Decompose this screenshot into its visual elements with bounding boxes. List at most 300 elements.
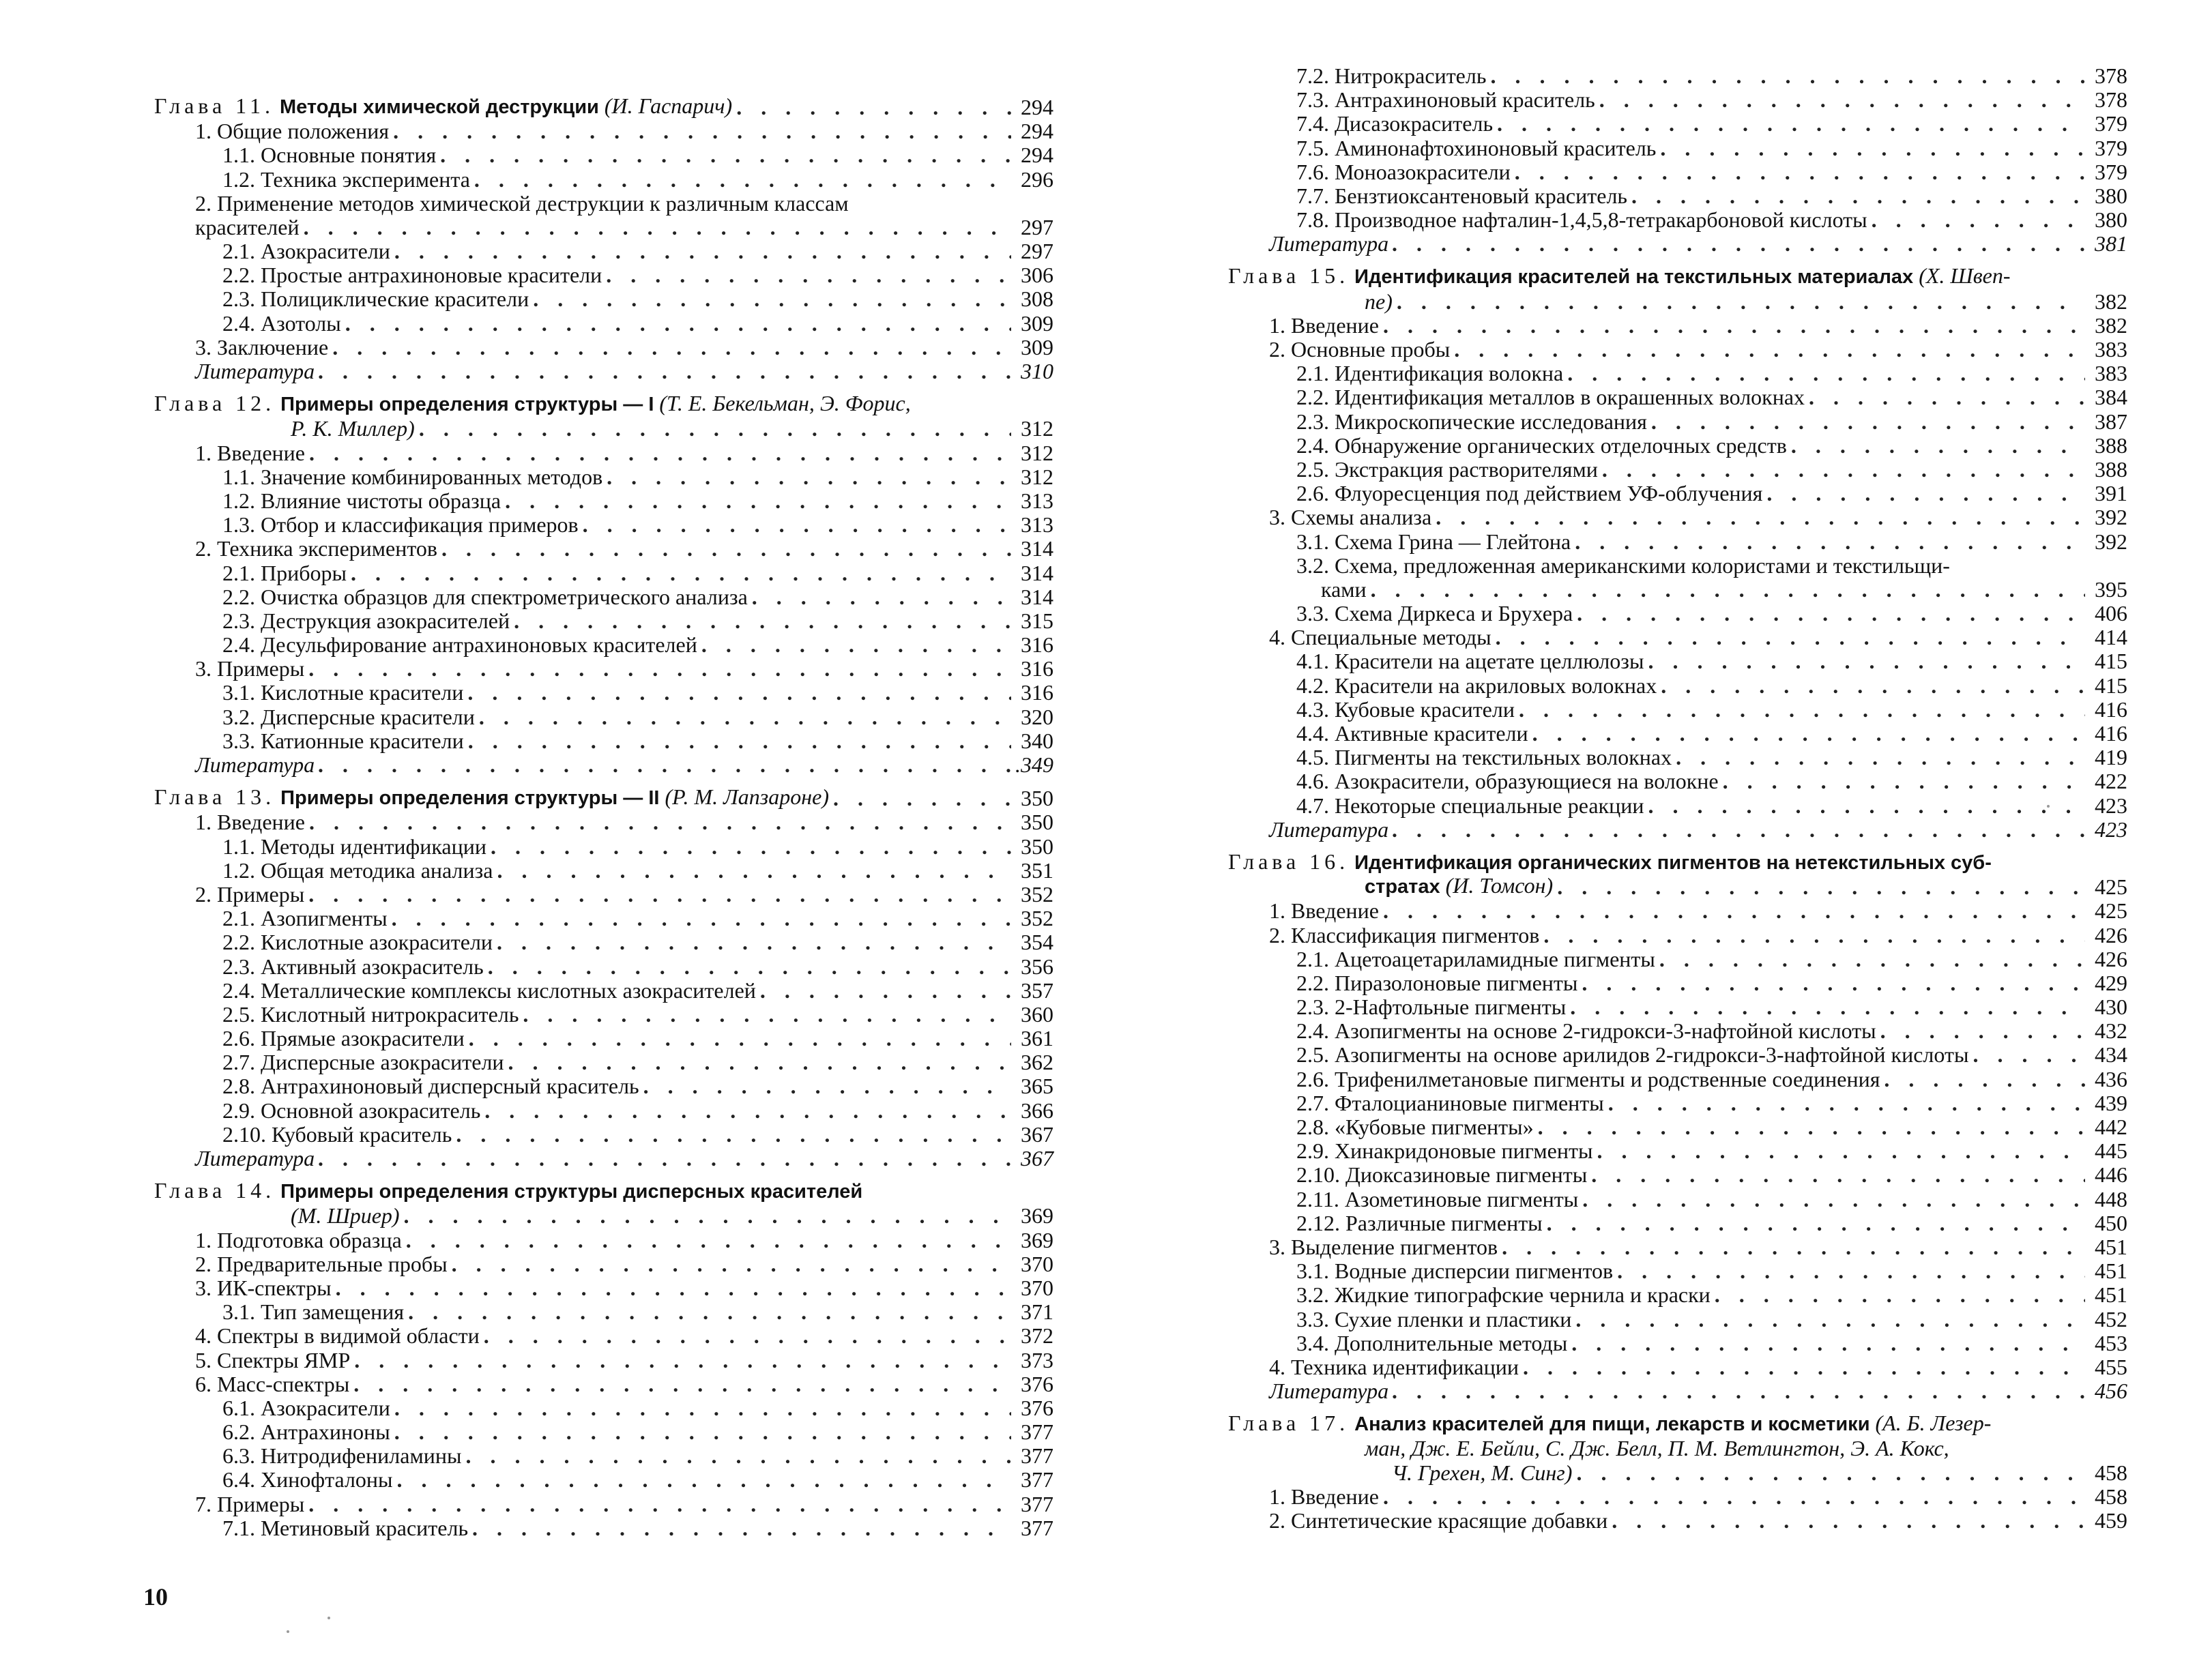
- toc-entry-title: 6.1. Азокрасители: [222, 1395, 390, 1420]
- dot-leader: [606, 263, 1011, 287]
- toc-entry: [154, 585, 1053, 609]
- toc-entry-title: 4.3. Кубовые красители: [1296, 696, 1515, 722]
- toc-entry-page: 395: [2095, 576, 2127, 602]
- toc-entry-page: 350: [1021, 810, 1053, 835]
- toc-entry-title: 7.8. Производное нафталин-1,4,5,8-тетракарбоновой кислоты: [1296, 207, 1867, 233]
- toc-entry-page: 297: [1021, 239, 1053, 264]
- chapter-title: Методы химической деструкции: [279, 95, 599, 118]
- toc-entry-page: 419: [2095, 745, 2127, 770]
- toc-entry: [154, 729, 1053, 753]
- toc-entry-title: 6.3. Нитродифениламины: [222, 1443, 462, 1469]
- chapter-title: Идентификация красителей на текстильных материалах: [1354, 266, 1914, 289]
- chapter-heading: [154, 786, 1053, 1171]
- chapter-heading-continuation: [1228, 1437, 2127, 1461]
- toc-entry: [154, 1324, 1053, 1348]
- chapter-title: Анализ красителей для пищи, лекарств и косметики: [1354, 1413, 1870, 1436]
- toc-entry: [154, 119, 1053, 143]
- toc-entry-page: 436: [2095, 1066, 2127, 1091]
- toc-entry-page: 377: [1021, 1491, 1053, 1516]
- toc-entry-title: 2.3. 2-Нафтольные пигменты: [1296, 995, 1567, 1020]
- toc-entry: [1228, 410, 2127, 434]
- dot-leader: [1766, 482, 2085, 505]
- toc-entry-page: 312: [1021, 464, 1053, 489]
- toc-entry-title: 1. Введение: [1269, 1484, 1379, 1509]
- chapter-heading-text: [154, 1179, 862, 1204]
- toc-entry: [154, 955, 1053, 979]
- toc-entry: [154, 883, 1053, 907]
- toc-entry-page: 430: [2095, 995, 2127, 1020]
- toc-entry: [1228, 947, 2127, 971]
- toc-entry-title: 1.2. Техника эксперимента: [222, 166, 470, 192]
- toc-entry-page: 456: [2095, 1379, 2127, 1404]
- toc-entry-title: 3.3. Схема Диркеса и Брухера: [1296, 601, 1573, 626]
- dot-leader: [1575, 530, 2085, 554]
- dot-leader: [1880, 1019, 2085, 1043]
- dot-leader: [1648, 649, 2085, 673]
- chapter-heading-cont: [291, 417, 415, 441]
- dot-leader: [1557, 875, 2085, 899]
- toc-entry-title: 2.12. Различные пигменты: [1296, 1210, 1543, 1235]
- dot-leader: [1872, 208, 2085, 232]
- chapter-author: ман, Дж. Е. Бейли, С. Дж. Белл, П. М. Ветлингтон, Э. А. Кокс,: [1365, 1436, 1949, 1461]
- dot-leader: [484, 1099, 1011, 1123]
- dot-leader: [456, 1123, 1011, 1147]
- chapter-heading-text: [154, 94, 732, 119]
- toc-entry-page: 378: [2095, 87, 2127, 113]
- dot-leader: [484, 1324, 1011, 1348]
- chapter-heading-line: [154, 1180, 1053, 1204]
- dot-leader: [1612, 1509, 2085, 1533]
- toc-entry: [154, 336, 1053, 359]
- dot-leader: [319, 359, 1011, 383]
- toc-entry: [154, 513, 1053, 537]
- toc-entry-page: 453: [2095, 1330, 2127, 1355]
- toc-entry-page: 458: [2095, 1484, 2127, 1509]
- toc-entry: [154, 1003, 1053, 1027]
- toc-literature-entry: [1228, 1379, 2127, 1403]
- toc-entry: [154, 1300, 1053, 1324]
- toc-entry: [154, 143, 1053, 167]
- toc-entry: [154, 1075, 1053, 1099]
- toc-entry: [154, 312, 1053, 336]
- toc-entry-page: 388: [2095, 432, 2127, 458]
- toc-entry-page: 387: [2095, 409, 2127, 434]
- toc-entry: [154, 705, 1053, 729]
- toc-entry-page: 316: [1021, 680, 1053, 705]
- toc-entry-title: 3.2. Схема, предложенная американскими колористами и текстильщи-: [1296, 553, 1950, 578]
- toc-entry-page: 294: [1021, 143, 1053, 168]
- toc-entry-page: 379: [2095, 135, 2127, 160]
- dot-leader: [308, 883, 1011, 907]
- toc-entry-title: 3.3. Катионные красители: [222, 728, 464, 753]
- toc-entry: [1228, 722, 2127, 746]
- toc-entry: [1228, 602, 2127, 626]
- toc-entry: [1228, 1308, 2127, 1331]
- toc-entry: [1228, 136, 2127, 160]
- toc-entry-page: 426: [2095, 922, 2127, 947]
- chapter-heading: [1228, 263, 2127, 842]
- chapter-heading-cont: [291, 1204, 400, 1228]
- toc-entry-page: 383: [2095, 337, 2127, 362]
- dot-leader: [583, 513, 1011, 537]
- toc-entry-title: 1. Введение: [195, 440, 305, 465]
- chapter-page: 350: [1021, 786, 1053, 811]
- toc-entry-title: 3.1. Схема Грина — Глейтона: [1296, 529, 1571, 554]
- dot-leader: [406, 1228, 1011, 1252]
- dot-leader: [353, 1372, 1011, 1396]
- toc-entry-title: 2. Классификация пигментов: [1269, 922, 1540, 947]
- toc-entry: [154, 192, 1053, 216]
- toc-entry-page: 392: [2095, 529, 2127, 554]
- toc-entry-page: 367: [1021, 1121, 1053, 1147]
- toc-right-column: [1228, 64, 2127, 1533]
- toc-entry-page: 384: [2095, 385, 2127, 410]
- toc-entry-page: 377: [1021, 1515, 1053, 1540]
- toc-entry-title: 2.7. Дисперсные азокрасители: [222, 1050, 504, 1075]
- dot-leader: [1383, 314, 2085, 338]
- toc-entry: [154, 930, 1053, 954]
- dot-leader: [1676, 746, 2085, 769]
- dot-leader: [1371, 578, 2085, 602]
- dot-leader: [833, 786, 1011, 810]
- toc-entry: [1228, 1068, 2127, 1091]
- toc-entry-title: 4.7. Некоторые специальные реакции: [1296, 793, 1644, 818]
- toc-entry-page: .349: [1015, 752, 1053, 778]
- dot-leader: [760, 979, 1011, 1003]
- toc-entry-page: 391: [2095, 481, 2127, 506]
- dot-leader: [308, 657, 1011, 681]
- dot-leader: [1496, 626, 2085, 649]
- toc-entry-page: 367: [1021, 1146, 1053, 1171]
- toc-entry-page: 414: [2095, 625, 2127, 650]
- toc-entry-page: 422: [2095, 769, 2127, 794]
- toc-entry-page: 434: [2095, 1042, 2127, 1068]
- toc-entry: [1228, 434, 2127, 458]
- dot-leader: [1575, 1308, 2085, 1331]
- toc-entry-title: 2.4. Металлические комплексы кислотных азокрасителей: [222, 977, 756, 1003]
- toc-entry: [1228, 112, 2127, 136]
- toc-entry-title: 7.2. Нитрокраситель: [1296, 63, 1487, 88]
- toc-entry-title: 3.1. Кислотные красители: [222, 680, 464, 705]
- chapter-author: (И. Гаспарич): [604, 93, 733, 118]
- dot-leader: [1809, 385, 2085, 409]
- toc-entry: [1228, 160, 2127, 184]
- toc-entry-title: 2.5. Азопигменты на основе арилидов 2-гидрокси-3-нафтойной кислоты: [1296, 1042, 1969, 1068]
- toc-entry-page: 451: [2095, 1234, 2127, 1259]
- dot-leader: [304, 216, 1011, 239]
- dot-leader: [491, 835, 1011, 859]
- toc-entry-title: 2.1. Азопигменты: [222, 906, 388, 931]
- toc-entry-page: 312: [1021, 440, 1053, 465]
- dot-leader: [505, 489, 1011, 513]
- toc-entry-title: 5. Спектры ЯМР: [195, 1347, 351, 1372]
- toc-entry: [154, 1420, 1053, 1444]
- toc-entry-page: 309: [1021, 310, 1053, 336]
- toc-entry: [1228, 674, 2127, 698]
- toc-entry-title: 1.1. Методы идентификации: [222, 834, 486, 859]
- dot-leader: [1582, 971, 2085, 995]
- dot-leader: [1393, 1379, 2085, 1403]
- toc-entry-title: 3.2. Дисперсные красители: [222, 704, 475, 729]
- toc-entry-page: 352: [1021, 881, 1053, 907]
- dot-leader: [701, 633, 1011, 657]
- chapter-title: стратах: [1365, 876, 1440, 898]
- toc-entry-title: 4.4. Активные красители: [1296, 721, 1528, 746]
- toc-entry: [1228, 505, 2127, 529]
- chapter-heading-line: [1228, 851, 2127, 875]
- toc-entry-title: 3. Заключение: [195, 334, 329, 359]
- toc-entry-title: 2.4. Десульфирование антрахиноновых красителей: [222, 632, 697, 658]
- toc-entry-title: 7.1. Метиновый краситель: [222, 1515, 469, 1540]
- toc-entry-page: 383: [2095, 361, 2127, 386]
- toc-entry-title: 2.9. Основной азокраситель: [222, 1098, 481, 1123]
- dot-leader: [354, 1349, 1011, 1372]
- dot-leader: [1648, 794, 2085, 818]
- toc-entry: [1228, 554, 2127, 578]
- chapter-heading-continuation: [1228, 290, 2127, 314]
- dot-leader: [1532, 722, 2085, 746]
- toc-entry-title: 2.4. Обнаружение органических отделочных средств: [1296, 432, 1787, 458]
- toc-entry: [154, 1372, 1053, 1396]
- dot-leader: [309, 441, 1011, 465]
- dot-leader: [1393, 232, 2085, 256]
- toc-entry: [1228, 1163, 2127, 1187]
- toc-entry-page: 351: [1021, 857, 1053, 883]
- toc-entry: [1228, 769, 2127, 793]
- toc-entry: [154, 1027, 1053, 1050]
- toc-entry-page: 450: [2095, 1210, 2127, 1235]
- chapter-heading-continuation: [1228, 875, 2127, 899]
- toc-entry-page: 392: [2095, 505, 2127, 530]
- dot-leader: [1490, 64, 2085, 88]
- toc-entry: [154, 681, 1053, 705]
- chapter-author: Ч. Грехен, М. Синг): [1392, 1460, 1573, 1485]
- dot-leader: [1397, 290, 2085, 314]
- toc-entry-page: 423: [2095, 816, 2127, 842]
- toc-entry-page: 361: [1021, 1026, 1053, 1051]
- toc-entry: [154, 1123, 1053, 1147]
- toc-entry-title: 1. Подготовка образца: [195, 1227, 402, 1252]
- toc-entry: [154, 859, 1053, 883]
- toc-entry: [154, 263, 1053, 287]
- toc-entry-page: 416: [2095, 696, 2127, 722]
- toc-entry: [154, 1228, 1053, 1252]
- dot-leader: [1651, 410, 2085, 434]
- toc-entry: [154, 465, 1053, 489]
- toc-entry: [154, 907, 1053, 930]
- toc-entry-page: 451: [2095, 1282, 2127, 1308]
- chapter-page: 382: [2095, 289, 2127, 314]
- toc-entry-title: 7. Примеры: [195, 1491, 305, 1516]
- dot-leader: [1659, 947, 2085, 971]
- toc-entry: [1228, 338, 2127, 362]
- dot-leader: [440, 143, 1011, 167]
- toc-entry: [1228, 385, 2127, 409]
- toc-entry-page: 369: [1021, 1227, 1053, 1252]
- dot-leader: [1591, 1163, 2085, 1187]
- toc-entry-page: 370: [1021, 1251, 1053, 1276]
- toc-entry-page: 316: [1021, 632, 1053, 658]
- chapter-author: (Т. Е. Бекельман, Э. Форис,: [659, 391, 911, 416]
- toc-entry-title: 2.1. Идентификация волокна: [1296, 361, 1564, 386]
- toc-entry-page: 373: [1021, 1347, 1053, 1372]
- toc-entry: [154, 810, 1053, 834]
- dot-leader: [1723, 769, 2085, 793]
- toc-entry-page: 362: [1021, 1050, 1053, 1075]
- toc-entry: [1228, 995, 2127, 1019]
- toc-entry-title: 1. Общие положения: [195, 119, 390, 144]
- toc-entry-title: 3.1. Тип замещения: [222, 1299, 405, 1325]
- dot-leader: [1436, 505, 2085, 529]
- toc-entry-title: 2.10. Кубовый краситель: [222, 1121, 452, 1147]
- toc-entry-page: 371: [1021, 1299, 1053, 1325]
- toc-entry-title: 1.1. Значение комбинированных методов: [222, 464, 603, 489]
- toc-literature-entry: [1228, 818, 2127, 842]
- toc-entry-page: 388: [2095, 456, 2127, 482]
- chapter-heading-continuation: [154, 417, 1053, 441]
- toc-entry: [154, 561, 1053, 585]
- toc-entry: [1228, 1235, 2127, 1259]
- toc-left-column: [154, 86, 1053, 1540]
- chapter-heading-continuation: [154, 1204, 1053, 1228]
- toc-entry: [154, 1050, 1053, 1074]
- toc-entry-title: 4. Специальные методы: [1269, 625, 1491, 650]
- dot-leader: [1543, 924, 2085, 947]
- toc-entry-page: 315: [1021, 608, 1053, 633]
- toc-entry-page: 377: [1021, 1443, 1053, 1469]
- toc-entry-title: 3. Выделение пигментов: [1269, 1234, 1498, 1259]
- chapter-label: Глава 14.: [154, 1178, 276, 1203]
- toc-entry-page: 381: [2095, 231, 2127, 256]
- toc-entry: [154, 216, 1053, 239]
- toc-entry-title: 3. Примеры: [195, 656, 305, 681]
- toc-entry: [1228, 698, 2127, 722]
- toc-entry: [154, 1492, 1053, 1516]
- toc-entry-title: Литература: [1269, 1379, 1389, 1404]
- dot-leader: [488, 955, 1011, 979]
- toc-entry-page: 308: [1021, 286, 1053, 312]
- toc-entry-title: 7.4. Дисазокраситель: [1296, 111, 1494, 136]
- chapter-heading: [154, 393, 1053, 777]
- chapter-title: Примеры определения структуры дисперсных красителей: [280, 1181, 863, 1203]
- dot-leader: [1884, 1068, 2085, 1091]
- toc-entry-page: 445: [2095, 1138, 2127, 1164]
- toc-entry: [154, 1396, 1053, 1420]
- dot-leader: [1576, 1461, 2085, 1485]
- dot-leader: [497, 930, 1011, 954]
- toc-entry-title: 3.4. Дополнительные методы: [1296, 1330, 1568, 1355]
- toc-entry-page: 416: [2095, 721, 2127, 746]
- dot-leader: [1519, 698, 2085, 722]
- chapter-label: Глава 16.: [1228, 849, 1350, 874]
- dot-leader: [1502, 1235, 2085, 1259]
- toc-entry-page: 455: [2095, 1354, 2127, 1379]
- dot-leader: [1570, 995, 2085, 1019]
- toc-entry-title: 2.11. Азометиновые пигменты: [1296, 1186, 1579, 1211]
- toc-entry: [154, 441, 1053, 465]
- toc-entry: [1228, 626, 2127, 649]
- toc-entry-title: 2.2. Идентификация металлов в окрашенных волокнах: [1296, 385, 1805, 410]
- toc-entry-page: 356: [1021, 954, 1053, 979]
- toc-entry: [154, 1252, 1053, 1276]
- chapter-heading-line: [154, 393, 1053, 417]
- dot-leader: [736, 95, 1011, 119]
- toc-entry-page: 352: [1021, 906, 1053, 931]
- chapter-author: (Х. Швеп-: [1919, 263, 2011, 289]
- toc-entry: [1228, 458, 2127, 482]
- toc-entry: [154, 288, 1053, 312]
- toc-entry: [1228, 746, 2127, 769]
- toc-entry-page: 377: [1021, 1419, 1053, 1445]
- toc-entry-title: 3.3. Сухие пленки и пластики: [1296, 1306, 1572, 1331]
- toc-entry-title: 2.5. Экстракция растворителями: [1296, 456, 1598, 482]
- toc-entry-title: 3. Схемы анализа: [1269, 505, 1432, 530]
- toc-entry-title: 1.3. Отбор и классификация примеров: [222, 512, 579, 538]
- toc-entry: [154, 657, 1053, 681]
- toc-entry-page: 423: [2095, 793, 2127, 818]
- chapter-page: 312: [1021, 416, 1053, 441]
- toc-entry: [1228, 650, 2127, 674]
- dot-leader: [467, 681, 1011, 705]
- chapter-heading-line: [1228, 1413, 2127, 1437]
- toc-entry-title: 4.6. Азокрасители, образующиеся на волокне: [1296, 769, 1719, 794]
- toc-entry: [1228, 88, 2127, 112]
- toc-entry-page: 365: [1021, 1074, 1053, 1099]
- toc-entry-title: 3.2. Жидкие типографские чернила и краски: [1296, 1282, 1711, 1308]
- toc-entry-page: 357: [1021, 977, 1053, 1003]
- dot-leader: [319, 753, 1011, 777]
- toc-entry-title: 1.2. Общая методика анализа: [222, 857, 493, 883]
- toc-entry-title: 6. Масс-спектры: [195, 1371, 350, 1396]
- toc-entry-page: 446: [2095, 1162, 2127, 1188]
- toc-literature-entry: [154, 359, 1053, 383]
- toc-entry-title: 2.2. Кислотные азокрасители: [222, 930, 493, 955]
- chapter-title: Примеры определения структуры — I: [280, 394, 654, 416]
- toc-entry: [1228, 184, 2127, 208]
- toc-entry: [154, 1516, 1053, 1540]
- chapter-label: Глава 15.: [1228, 263, 1350, 289]
- toc-entry: [1228, 1139, 2127, 1163]
- chapter-label: Глава 12.: [154, 391, 276, 416]
- toc-literature-entry: [1228, 232, 2127, 256]
- toc-entry-page: 459: [2095, 1508, 2127, 1533]
- toc-entry-title: 4.1. Красители на ацетате целлюлозы: [1296, 649, 1644, 674]
- chapter-heading-line: [154, 95, 1053, 119]
- toc-entry-page: 378: [2095, 63, 2127, 88]
- chapter-heading-text: [154, 392, 911, 417]
- chapter-author: (А. Б. Лезер-: [1875, 1411, 1992, 1436]
- toc-entry-page: 313: [1021, 488, 1053, 513]
- dot-leader: [308, 1492, 1011, 1516]
- toc-entry-title: 2.2. Простые антрахиноновые красители: [222, 263, 602, 288]
- dot-leader: [1582, 1188, 2085, 1211]
- dot-leader: [397, 1468, 1011, 1492]
- dot-leader: [1571, 1331, 2085, 1355]
- toc-entry-title: ками: [1321, 576, 1367, 602]
- toc-entry-title: 4.2. Красители на акриловых волокнах: [1296, 673, 1657, 698]
- dot-leader: [607, 465, 1011, 489]
- toc-entry-title: 2.3. Полициклические красители: [222, 286, 529, 312]
- toc-entry-page: 314: [1021, 536, 1053, 561]
- toc-entry-page: 415: [2095, 673, 2127, 698]
- chapter-page: 294: [1021, 94, 1053, 119]
- toc-entry-title: Литература: [1269, 231, 1389, 256]
- dot-leader: [452, 1252, 1011, 1276]
- toc-entry-title: 2.10. Диоксазиновые пигменты: [1296, 1162, 1588, 1188]
- chapter-heading-text: [1228, 850, 1992, 875]
- toc-entry: [154, 168, 1053, 192]
- toc-entry: [154, 1349, 1053, 1372]
